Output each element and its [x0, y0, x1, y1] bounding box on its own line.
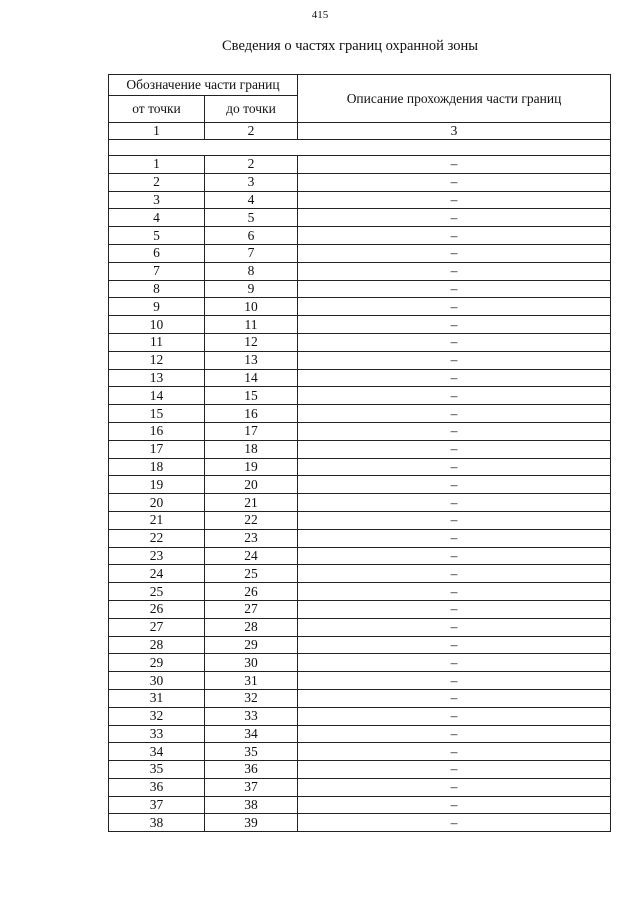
- description-cell: –: [298, 156, 611, 174]
- to-point-header: до точки: [205, 96, 298, 123]
- table-row: [109, 725, 611, 743]
- to-point-cell: 29: [205, 636, 298, 654]
- to-point-cell: 7: [205, 244, 298, 262]
- table-row: [109, 369, 611, 387]
- description-cell: –: [298, 814, 611, 832]
- description-cell: –: [298, 689, 611, 707]
- to-point-cell: 31: [205, 672, 298, 690]
- from-point-cell: 6: [109, 244, 205, 262]
- table-row: [109, 262, 611, 280]
- column-number-2: 2: [205, 123, 298, 140]
- to-point-cell: 38: [205, 796, 298, 814]
- table-row: [109, 494, 611, 512]
- table-row: [109, 565, 611, 583]
- to-point-cell: 13: [205, 351, 298, 369]
- table-row: [109, 351, 611, 369]
- description-cell: –: [298, 298, 611, 316]
- table-blank-row: [109, 140, 611, 156]
- from-point-cell: 36: [109, 778, 205, 796]
- to-point-cell: 23: [205, 529, 298, 547]
- table-row: [109, 583, 611, 601]
- to-point-cell: 18: [205, 440, 298, 458]
- to-point-cell: 26: [205, 583, 298, 601]
- description-cell: –: [298, 244, 611, 262]
- table-row: [109, 654, 611, 672]
- table-row: [109, 458, 611, 476]
- description-cell: –: [298, 405, 611, 423]
- to-point-cell: 11: [205, 316, 298, 334]
- description-cell: –: [298, 511, 611, 529]
- to-point-cell: 24: [205, 547, 298, 565]
- description-cell: –: [298, 547, 611, 565]
- column-number-1: 1: [109, 123, 205, 140]
- description-cell: –: [298, 583, 611, 601]
- from-point-cell: 25: [109, 583, 205, 601]
- from-point-cell: 30: [109, 672, 205, 690]
- to-point-cell: 9: [205, 280, 298, 298]
- to-point-cell: 37: [205, 778, 298, 796]
- table-row: [109, 618, 611, 636]
- to-point-cell: 4: [205, 191, 298, 209]
- description-cell: –: [298, 529, 611, 547]
- to-point-cell: 36: [205, 761, 298, 779]
- from-point-cell: 16: [109, 422, 205, 440]
- to-point-cell: 10: [205, 298, 298, 316]
- from-point-cell: 24: [109, 565, 205, 583]
- table-row: [109, 333, 611, 351]
- table-row: [109, 778, 611, 796]
- table-row: [109, 761, 611, 779]
- from-point-cell: 37: [109, 796, 205, 814]
- to-point-cell: 28: [205, 618, 298, 636]
- from-point-cell: 31: [109, 689, 205, 707]
- from-point-cell: 12: [109, 351, 205, 369]
- table-row: [109, 280, 611, 298]
- table-row: [109, 529, 611, 547]
- from-point-cell: 18: [109, 458, 205, 476]
- table-row: [109, 173, 611, 191]
- table-row: [109, 191, 611, 209]
- table-row: [109, 244, 611, 262]
- to-point-cell: 22: [205, 511, 298, 529]
- description-cell: –: [298, 707, 611, 725]
- table-row: [109, 636, 611, 654]
- from-point-cell: 10: [109, 316, 205, 334]
- boundary-parts-table: [108, 74, 611, 832]
- from-point-header: от точки: [109, 96, 205, 123]
- from-point-cell: 11: [109, 333, 205, 351]
- description-cell: –: [298, 761, 611, 779]
- to-point-cell: 14: [205, 369, 298, 387]
- description-cell: –: [298, 369, 611, 387]
- table-row: [109, 707, 611, 725]
- from-point-cell: 17: [109, 440, 205, 458]
- from-point-cell: 1: [109, 156, 205, 174]
- table-row: [109, 814, 611, 832]
- description-cell: –: [298, 565, 611, 583]
- description-cell: –: [298, 387, 611, 405]
- description-cell: –: [298, 600, 611, 618]
- from-point-cell: 14: [109, 387, 205, 405]
- from-point-cell: 26: [109, 600, 205, 618]
- from-point-cell: 20: [109, 494, 205, 512]
- table-row: [109, 298, 611, 316]
- from-point-cell: 2: [109, 173, 205, 191]
- table-row: [109, 476, 611, 494]
- table-row: [109, 600, 611, 618]
- table-row: [109, 422, 611, 440]
- page-number: 415: [311, 9, 329, 21]
- from-point-cell: 8: [109, 280, 205, 298]
- description-cell: –: [298, 476, 611, 494]
- description-cell: –: [298, 725, 611, 743]
- from-point-cell: 29: [109, 654, 205, 672]
- from-point-cell: 19: [109, 476, 205, 494]
- to-point-cell: 39: [205, 814, 298, 832]
- column-number-3: 3: [298, 123, 611, 140]
- from-point-cell: 34: [109, 743, 205, 761]
- to-point-cell: 33: [205, 707, 298, 725]
- to-point-cell: 8: [205, 262, 298, 280]
- from-point-cell: 9: [109, 298, 205, 316]
- table-row: [109, 156, 611, 174]
- from-point-cell: 7: [109, 262, 205, 280]
- to-point-cell: 19: [205, 458, 298, 476]
- description-cell: –: [298, 280, 611, 298]
- from-point-cell: 27: [109, 618, 205, 636]
- to-point-cell: 20: [205, 476, 298, 494]
- description-cell: –: [298, 333, 611, 351]
- boundary-designation-header: Обозначение части границ: [109, 75, 298, 96]
- from-point-cell: 13: [109, 369, 205, 387]
- to-point-cell: 6: [205, 227, 298, 245]
- table-row: [109, 316, 611, 334]
- table-blank-cell: [109, 140, 611, 156]
- to-point-cell: 17: [205, 422, 298, 440]
- table-row: [109, 227, 611, 245]
- to-point-cell: 32: [205, 689, 298, 707]
- to-point-cell: 25: [205, 565, 298, 583]
- to-point-cell: 30: [205, 654, 298, 672]
- description-cell: –: [298, 351, 611, 369]
- table-row: [109, 547, 611, 565]
- description-cell: –: [298, 654, 611, 672]
- table-row: [109, 796, 611, 814]
- description-cell: –: [298, 191, 611, 209]
- to-point-cell: 21: [205, 494, 298, 512]
- description-cell: –: [298, 227, 611, 245]
- to-point-cell: 15: [205, 387, 298, 405]
- to-point-cell: 5: [205, 209, 298, 227]
- table-row: [109, 387, 611, 405]
- from-point-cell: 3: [109, 191, 205, 209]
- to-point-cell: 16: [205, 405, 298, 423]
- description-cell: –: [298, 743, 611, 761]
- to-point-cell: 3: [205, 173, 298, 191]
- boundary-description-header: Описание прохождения части границ: [298, 75, 611, 123]
- to-point-cell: 34: [205, 725, 298, 743]
- to-point-cell: 2: [205, 156, 298, 174]
- description-cell: –: [298, 209, 611, 227]
- description-cell: –: [298, 440, 611, 458]
- from-point-cell: 5: [109, 227, 205, 245]
- description-cell: –: [298, 672, 611, 690]
- description-cell: –: [298, 262, 611, 280]
- table-row: [109, 405, 611, 423]
- table-row: [109, 672, 611, 690]
- from-point-cell: 38: [109, 814, 205, 832]
- from-point-cell: 28: [109, 636, 205, 654]
- to-point-cell: 27: [205, 600, 298, 618]
- description-cell: –: [298, 778, 611, 796]
- table-row: [109, 743, 611, 761]
- from-point-cell: 33: [109, 725, 205, 743]
- from-point-cell: 32: [109, 707, 205, 725]
- description-cell: –: [298, 173, 611, 191]
- column-number-row: [109, 123, 611, 140]
- table-header-row-1: [109, 75, 611, 96]
- from-point-cell: 22: [109, 529, 205, 547]
- description-cell: –: [298, 636, 611, 654]
- description-cell: –: [298, 494, 611, 512]
- description-cell: –: [298, 618, 611, 636]
- table-body: [109, 123, 611, 832]
- from-point-cell: 21: [109, 511, 205, 529]
- from-point-cell: 4: [109, 209, 205, 227]
- to-point-cell: 35: [205, 743, 298, 761]
- document-title: Сведения о частях границ охранной зоны: [222, 38, 478, 54]
- description-cell: –: [298, 422, 611, 440]
- from-point-cell: 35: [109, 761, 205, 779]
- table-row: [109, 689, 611, 707]
- description-cell: –: [298, 458, 611, 476]
- to-point-cell: 12: [205, 333, 298, 351]
- from-point-cell: 15: [109, 405, 205, 423]
- table-row: [109, 209, 611, 227]
- from-point-cell: 23: [109, 547, 205, 565]
- description-cell: –: [298, 796, 611, 814]
- table-row: [109, 440, 611, 458]
- table-row: [109, 511, 611, 529]
- description-cell: –: [298, 316, 611, 334]
